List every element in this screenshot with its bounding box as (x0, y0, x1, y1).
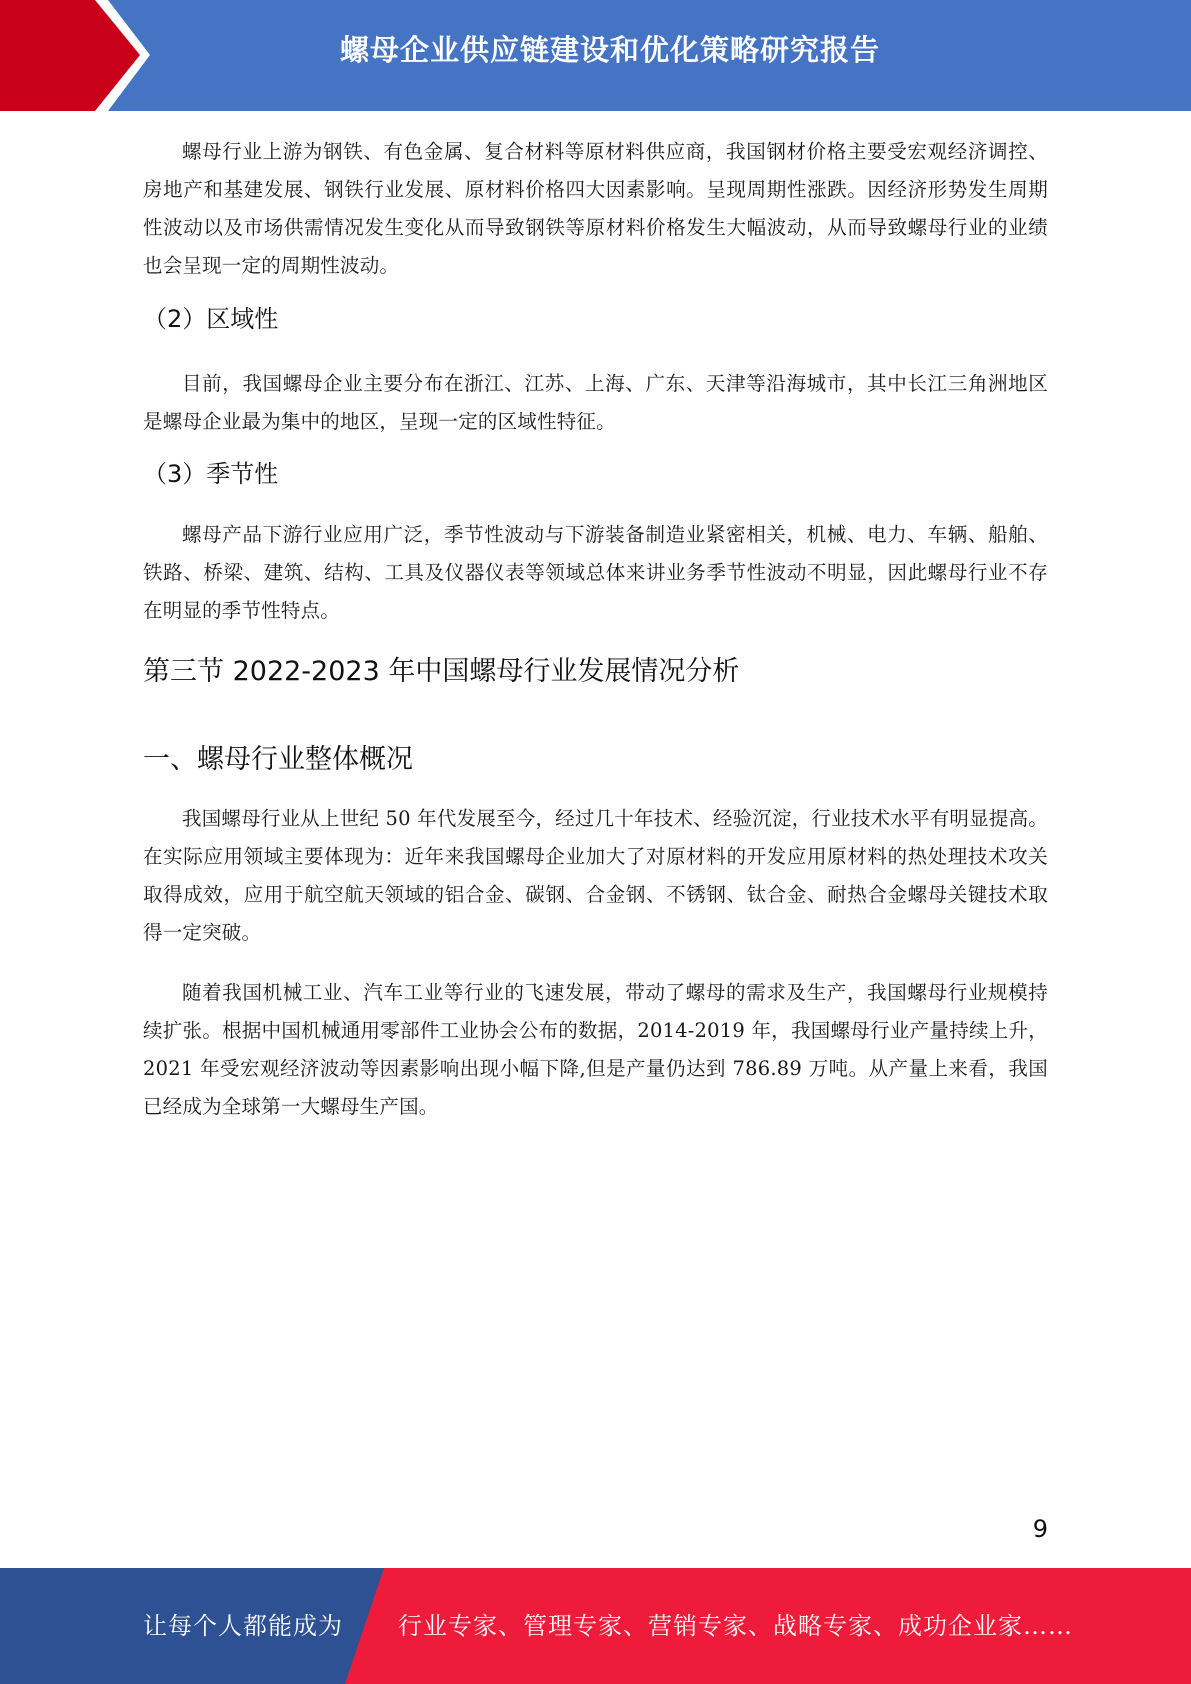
subsection-title: 一、螺母行业整体概况 (143, 744, 413, 775)
document-body (143, 133, 1048, 1126)
header-banner (0, 0, 1191, 111)
footer-slogan-left: 让每个人都能成为 (143, 1612, 343, 1640)
heading-seasonal: （3）季节性 (143, 460, 279, 488)
header-red-arrow-shape (0, 0, 150, 111)
footer-banner (0, 1568, 1191, 1684)
report-title: 螺母企业供应链建设和优化策略研究报告 (339, 33, 880, 67)
section-title: 第三节 2022-2023 年中国螺母行业发展情况分析 (143, 656, 740, 687)
paragraph-overview-1: 我国螺母行业从上世纪 50 年代发展至今，经过几十年技术、经验沉淀，行业技术水平有明显提高。在实际应用领域主要体现为：近年来我国螺母企业加大了对原材料的开发应用原材料的热处理技术攻关取得成效，应用于航空航天领域的铝合金、碳钢、合金钢、不锈钢、钛合金、耐热合金螺母关键技术取得一定突破。 (143, 807, 1048, 944)
page-number: 9 (1032, 1515, 1048, 1543)
paragraph-regional: 目前，我国螺母企业主要分布在浙江、江苏、上海、广东、天津等沿海城市，其中长江三角洲地区是螺母企业最为集中的地区，呈现一定的区域性特征。 (143, 372, 1048, 433)
heading-regional: （2）区域性 (143, 305, 279, 333)
paragraph-overview-2: 随着我国机械工业、汽车工业等行业的飞速发展，带动了螺母的需求及生产，我国螺母行业规模持续扩张。根据中国机械通用零部件工业协会公布的数据，2014-2019 年，我国螺母行业产量持续上升，2021 年受宏观经济波动等因素影响出现小幅下降,但是产量仍达到 786.89 万吨。从产量上来看，我国已经成为全球第一大螺母生产国。 (143, 981, 1048, 1118)
footer-slogan-right: 行业专家、管理专家、营销专家、战略专家、成功企业家…… (398, 1612, 1073, 1640)
paragraph-upstream: 螺母行业上游为钢铁、有色金属、复合材料等原材料供应商，我国钢材价格主要受宏观经济调控、房地产和基建发展、钢铁行业发展、原材料价格四大因素影响。呈现周期性涨跌。因经济形势发生周期性波动以及市场供需情况发生变化从而导致钢铁等原材料价格发生大幅波动，从而导致螺母行业的业绩也会呈现一定的周期性波动。 (143, 140, 1048, 277)
paragraph-seasonal: 螺母产品下游行业应用广泛，季节性波动与下游装备制造业紧密相关，机械、电力、车辆、船舶、铁路、桥梁、建筑、结构、工具及仪器仪表等领域总体来讲业务季节性波动不明显，因此螺母行业不存在明显的季节性特点。 (143, 523, 1048, 622)
